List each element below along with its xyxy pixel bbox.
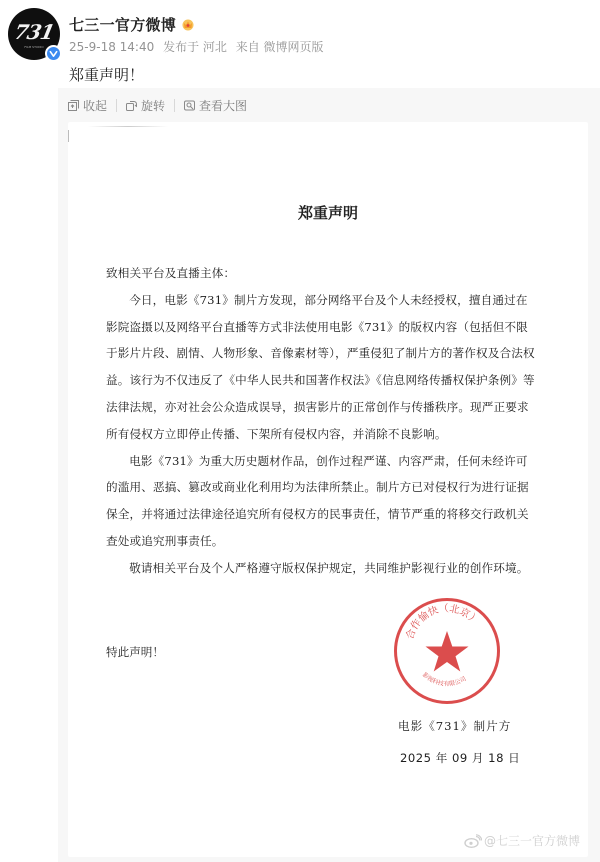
- collapse-label: 收起: [83, 98, 108, 113]
- view-large-button[interactable]: [184, 97, 247, 114]
- rotate-button[interactable]: [126, 97, 165, 114]
- image-toolbar: [68, 96, 247, 114]
- avatar[interactable]: [8, 8, 60, 60]
- document-paragraph: 电影《731》为重大历史题材作品，创作过程严谨、内容严肃，任何未经许可的滥用、恶搞、篡改或商业化利用均为法律所禁止。制片方已对侵权行为进行证据保全，并将通过法律途径追究所有侵权方的民事责任，情节严重的将移交行政机关查处或追究刑事责任。: [106, 453, 529, 548]
- document-salutation: 致相关平台及直播主体：: [106, 266, 236, 280]
- document-signer: 电影《731》制片方: [398, 719, 512, 733]
- rotate-label: 旋转: [141, 98, 166, 113]
- toolbar-divider: [116, 99, 117, 112]
- image-panel: [58, 88, 600, 862]
- avatar-logo: 731: [12, 20, 56, 44]
- post-source: 来自 微博网页版: [235, 40, 324, 54]
- username-row: [69, 14, 195, 34]
- collapse-button[interactable]: [68, 97, 107, 114]
- post-text: 郑重声明！: [69, 66, 145, 84]
- verified-badge-icon: [45, 45, 62, 62]
- post-meta: [69, 38, 329, 55]
- crown-icon[interactable]: [181, 18, 195, 31]
- seal-star-icon: [397, 601, 497, 701]
- weibo-watermark: [464, 832, 580, 849]
- document-date: 2025 年 09 月 18 日: [400, 751, 521, 765]
- watermark-text: @七三一官方微博: [483, 834, 580, 848]
- username[interactable]: 七三一官方微博: [69, 15, 177, 34]
- statement-image[interactable]: [68, 122, 588, 857]
- post-location: 发布于 河北: [163, 40, 227, 54]
- view-large-label: 查看大图: [199, 98, 248, 113]
- post-date[interactable]: 25-9-18 14:40: [69, 40, 155, 54]
- document-paragraph: 敬请相关平台及个人严格遵守版权保护规定，共同维护影视行业的创作环境。: [129, 560, 529, 575]
- scan-edge: [68, 130, 69, 142]
- svg-text:合作愉快（北京）: 合作愉快（北京）: [404, 603, 481, 641]
- avatar-subtext: FILM STUDIO: [24, 45, 44, 49]
- document-closing: 特此声明！: [106, 645, 164, 659]
- document-paragraph: 今日，电影《731》制片方发现，部分网络平台及个人未经授权，擅自通过在影院盗摄以及网络平台直播等方式非法使用电影《731》的版权内容（包括但不限于影片片段、剧情、人物形象、音像素材等），严重侵犯了制片方的著作权及合法权益。该行为不仅违反了《中华人民共和国著作权法》《信息网络传播权保护条例》等法律法规，亦对社会公众造成误导，损害影片的正常创作与传播秩序。现严正要求所有侵权方立即停止传播、下架所有侵权内容，并消除不良影响。: [106, 292, 535, 441]
- toolbar-divider: [174, 99, 175, 112]
- document-body: [106, 260, 536, 582]
- view-large-icon: [184, 100, 195, 111]
- scan-edge: [88, 126, 168, 127]
- company-seal: [394, 598, 500, 704]
- rotate-icon: [126, 100, 137, 111]
- weibo-logo-icon: [464, 834, 482, 848]
- document-title: 郑重声明: [297, 204, 358, 222]
- collapse-icon: [68, 100, 79, 111]
- svg-text:影视科技有限公司: 影视科技有限公司: [420, 671, 468, 688]
